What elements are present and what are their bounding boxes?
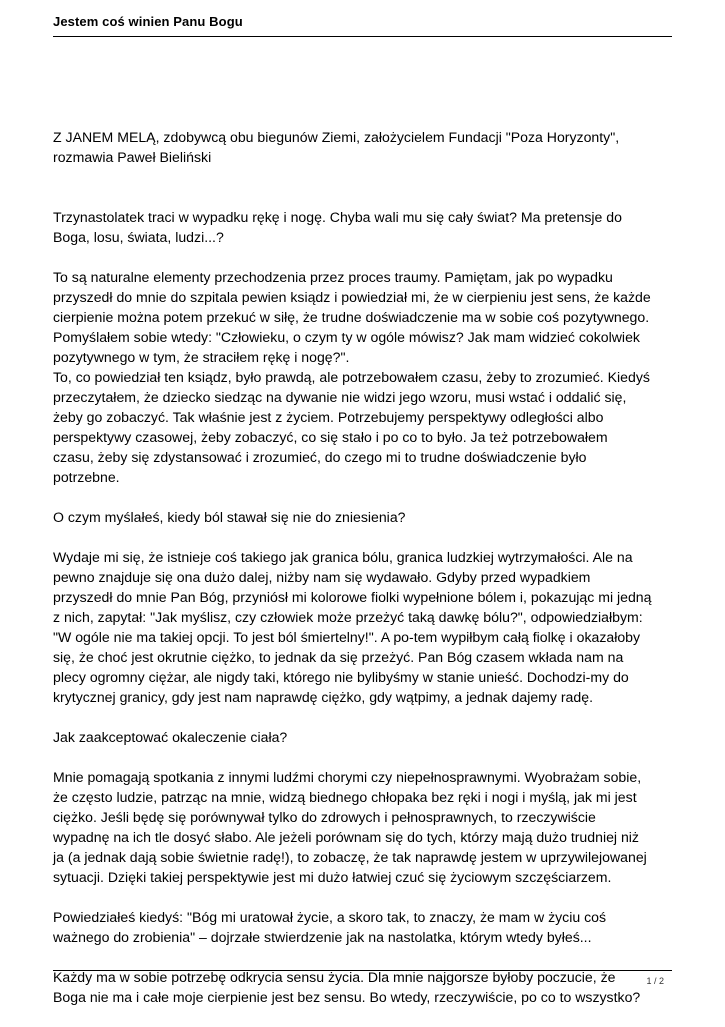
- answer-paragraph: Mnie pomagają spotkania z innymi ludźmi chorymi czy niepełnosprawnymi. Wyobrażam sobie, że często ludzie, patrząc na mnie, widzą biednego chłopaka bez ręki i nogi i myślą, jak mi jest ciężko. Jeśli będę się porównywał tylko do zdrowych i pełnosprawnych, to rzeczywiście wypadnę na ich tle dosyć słabo. Ale jeżeli porównam się do tych, którzy mają dużo trudniej niż ja (a jednak dają sobie świetnie radę!), to zobaczę, że tak naprawdę jestem w uprzywilejowanej sytuacji. Dzięki takiej perspektywie jest mi dużo łatwiej czuć się życiowym szczęściarzem.: [53, 769, 647, 885]
- question-paragraph: Trzynastolatek traci w wypadku rękę i nogę. Chyba wali mu się cały świat? Ma pretensje do Boga, losu, świata, ludzi...?: [53, 209, 622, 245]
- question-paragraph: Powiedziałeś kiedyś: "Bóg mi uratował życie, a skoro tak, to znaczy, że mam w życiu coś ważnego do zrobienia" – dojrzałe stwierdzenie jak na nastolatka, którym wtedy byłeś...: [53, 909, 607, 945]
- page-number: 1 / 2: [646, 976, 664, 986]
- question-paragraph: Jak zaakceptować okaleczenie ciała?: [53, 729, 288, 745]
- footer-divider: [53, 970, 672, 971]
- document-title: Jestem coś winien Panu Bogu: [53, 14, 243, 29]
- answer-paragraph: Każdy ma w sobie potrzebę odkrycia sensu życia. Dla mnie najgorsze byłoby poczucie, że Boga nie ma i całe moje cierpienie jest bez sensu. Bo wtedy, rzeczywiście, po co to wszystko?: [53, 969, 641, 1005]
- answer-paragraph: Wydaje mi się, że istnieje coś takiego jak granica bólu, granica ludzkiej wytrzymałości. Ale na pewno znajduje się ona dużo dalej, niżby nam się wydawało. Gdyby przed wypadkiem przyszedł do mnie Pan Bóg, przyniósł mi kolorowe fiolki wypełnione bólem i, pokazując mi jedną z nich, zapytał: "Jak myślisz, czy człowiek może przeżyć taką dawkę bólu?", odpowiedziałbym: "W ogóle nie ma takiej opcji. To jest ból śmiertelny!". A po-tem wypiłbym całą fiolkę i okazałoby się, że choć jest okrutnie ciężko, to jednak da się przeżyć. Pan Bóg czasem wkłada nam na plecy ogromny ciężar, ale nigdy taki, którego nie bylibyśmy w stanie unieść. Dochodzi-my do krytycznej granicy, gdy jest nam naprawdę ciężko, gdy wątpimy, a jednak dajemy radę.: [53, 549, 652, 705]
- answer-paragraph: To są naturalne elementy przechodzenia przez proces traumy. Pamiętam, jak po wypadku przyszedł do mnie do szpitala pewien ksiądz i powiedział mi, że w cierpieniu jest sens, że każde cierpienie można potem przekuć w siłę, że trudne doświadczenie ma w sobie coś pozytywnego. Pomyślałem sobie wtedy: "Człowieku, o czym ty w ogóle mówisz? Jak mam widzieć cokolwiek pozytywnego w tym, że straciłem rękę i nogę?". To, co powiedział ten ksiądz, było prawdą, ale potrzebowałem czasu, żeby to zrozumieć. Kiedyś przeczytałem, że dziecko siedząc na dywanie nie widzi jego wzoru, musi wstać i oddalić się, żeby go zobaczyć. Tak właśnie jest z życiem. Potrzebujemy perspektywy odległości albo perspektywy czasowej, żeby zobaczyć, co się stało i po co to było. Ja też potrzebowałem czasu, żeby się zdystansować i zrozumieć, do czego mi to trudne doświadczenie było potrzebne.: [53, 269, 651, 485]
- header-divider: [53, 36, 672, 37]
- question-paragraph: O czym myślałeś, kiedy ból stawał się nie do zniesienia?: [53, 509, 406, 525]
- intro-paragraph: Z JANEM MELĄ, zdobywcą obu biegunów Ziemi, założycielem Fundacji "Poza Horyzonty", rozmawia Paweł Bieliński: [53, 129, 620, 165]
- article-body: [53, 127, 675, 1027]
